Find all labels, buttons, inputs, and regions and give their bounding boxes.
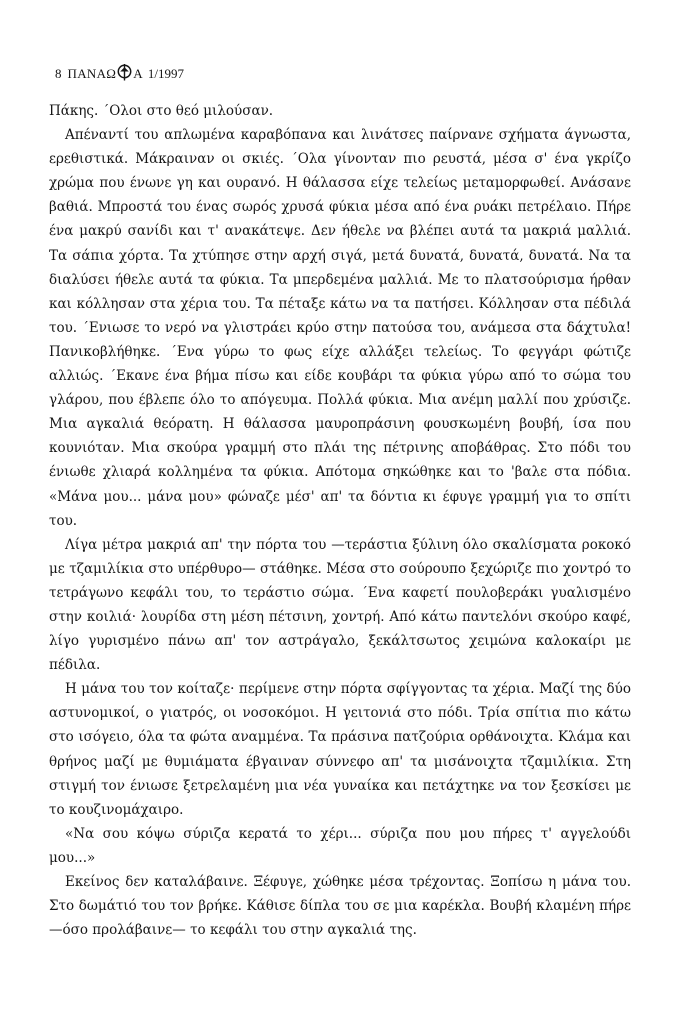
running-header	[55, 63, 184, 85]
paragraph: Λίγα μέτρα μακριά απ' την πόρτα του —τεράστια ξύλινη όλο σκαλίσματα ροκοκό με τζαμιλίκια στο υπέρθυρο— στάθηκε. Μέσα στο σούρουπο ξεχώριζε πιο χοντρό το τετράγωνο κεφάλι του, το τεράστιο σώμα. ΄Ενα καφετί πουλοβεράκι γυαλισμένο στην κοιλιά· λουρίδα στη μέση πέτσινη, χοντρή. Από κάτω παντελόνι σκούρο καφέ, λίγο γυρισμένο πάνω απ' τον αστράγαλο, ξεκάλτσωτος χειμώνα καλοκαίρι με πέδιλα.	[49, 536, 631, 674]
paragraph: Απέναντί του απλωμένα καραβόπανα και λινάτσες παίρνανε σχήματα άγνωστα, ερεθιστικά. Μάκραιναν οι σκιές. ΄Ολα γίνονταν πιο ρευστά, μέσα σ' ένα γκρίζο χρώμα που ένωνε γη και ουρανό. Η θάλασσα είχε τελείως μεταμορφωθεί. Ανάσανε βαθιά. Μπροστά του ένας σωρός χρυσά φύκια μέσα από ένα ρυάκι πετρέλαιο. Πήρε ένα μακρύ σανίδι και τ' ανακάτεψε. Δεν ήθελε να βλέπει αυτά τα μακριά μαλλιά. Τα σάπια χόρτα. Τα χτύπησε στην αρχή σιγά, μετά δυνατά, δυνατά, δυνατά. Να τα διαλύσει ήθελε αυτά τα φύκια. Τα μπερδεμένα μαλλιά. Με το πλατσούρισμα ήρθαν και κόλλησαν στα χέρια του. Τα πέταξε κάτω να τα πατήσει. Κόλλησαν στα πέδιλά του. ΄Ενιωσε το νερό να γλιστράει κρύο στην πατούσα του, ανάμεσα στα δάχτυλα! Πανικοβλήθηκε. ΄Ενα γύρω το φως είχε αλλάξει τελείως. Το φεγγάρι φώτιζε αλλιώς. ΄Εκανε ένα βήμα πίσω και είδε κουβάρι τα φύκια γύρω από το σώμα του γλάρου, που έβλεπε όλο το απόγευμα. Πολλά φύκια. Μια ανέμη μαλλί που χρύσιζε. Μια αγκαλιά θεόρατη. Η θάλασσα μαυροπράσινη φουσκωμένη βουβή, ίσα που κουνιόταν. Μια σκούρα γραμμή στο πλάι της πέτρινης αποβάθρας. Στο πόδι του ένιωθε χλιαρά κολλημένα τα φύκια. Απότομα σηκώθηκε και το 'βαλε στα πόδια. «Μάνα μου... μάνα μου» φώναζε μέσ' απ' τα δόντια κι έφυγε γραμμή για το σπίτι του.	[49, 127, 631, 529]
paragraph: Εκείνος δεν καταλάβαινε. Ξέφυγε, χώθηκε μέσα τρέχοντας. Ξοπίσω η μάνα του. Στο δωμάτιό του τον βρήκε. Κάθισε δίπλα του σε μια καρέκλα. Βουβή κλαμένη πήρε —όσο προλάβαινε— το κεφάλι του στην αγκαλιά της.	[49, 874, 631, 939]
magazine-name-part2: Α	[133, 66, 143, 81]
paragraph: Πάκης. ΄Ολοι στο θεό μιλούσαν.	[49, 103, 274, 119]
paragraph: Η μάνα του τον κοίταζε· περίμενε στην πόρτα σφίγγοντας τα χέρια. Μαζί της δύο αστυνομικοί, ο γιατρός, οι νοσοκόμοι. Η γειτονιά στο πόδι. Τρία σπίτια πιο κάτω στο ισόγειο, όλα τα φώτα αναμμένα. Τα πράσινα πατζούρια ορθάνοιχτα. Κλάμα και θρήνος μαζί με θυμιάματα έβγαιναν σύννεφο απ' τα μισάνοιχτα τζαμιλίκια. Στη στιγμή τον ένιωσε ξετρελαμένη μια νέα γυναίκα και πετάχτηκε να τον ξεσκίσει με το κουζινομάχαιρο.	[49, 681, 631, 818]
issue-number: 1/1997	[147, 66, 185, 81]
magazine-name-part1: ΠΑΝΑΩ	[67, 66, 117, 81]
paragraph: «Να σου κόψω σύριζα κερατά το χέρι... σύριζα που μου πήρες τ' αγγελούδι μου...»	[49, 825, 631, 866]
circle-logo-icon	[117, 63, 132, 85]
article-body	[49, 99, 631, 942]
page-number: 8	[55, 66, 62, 81]
